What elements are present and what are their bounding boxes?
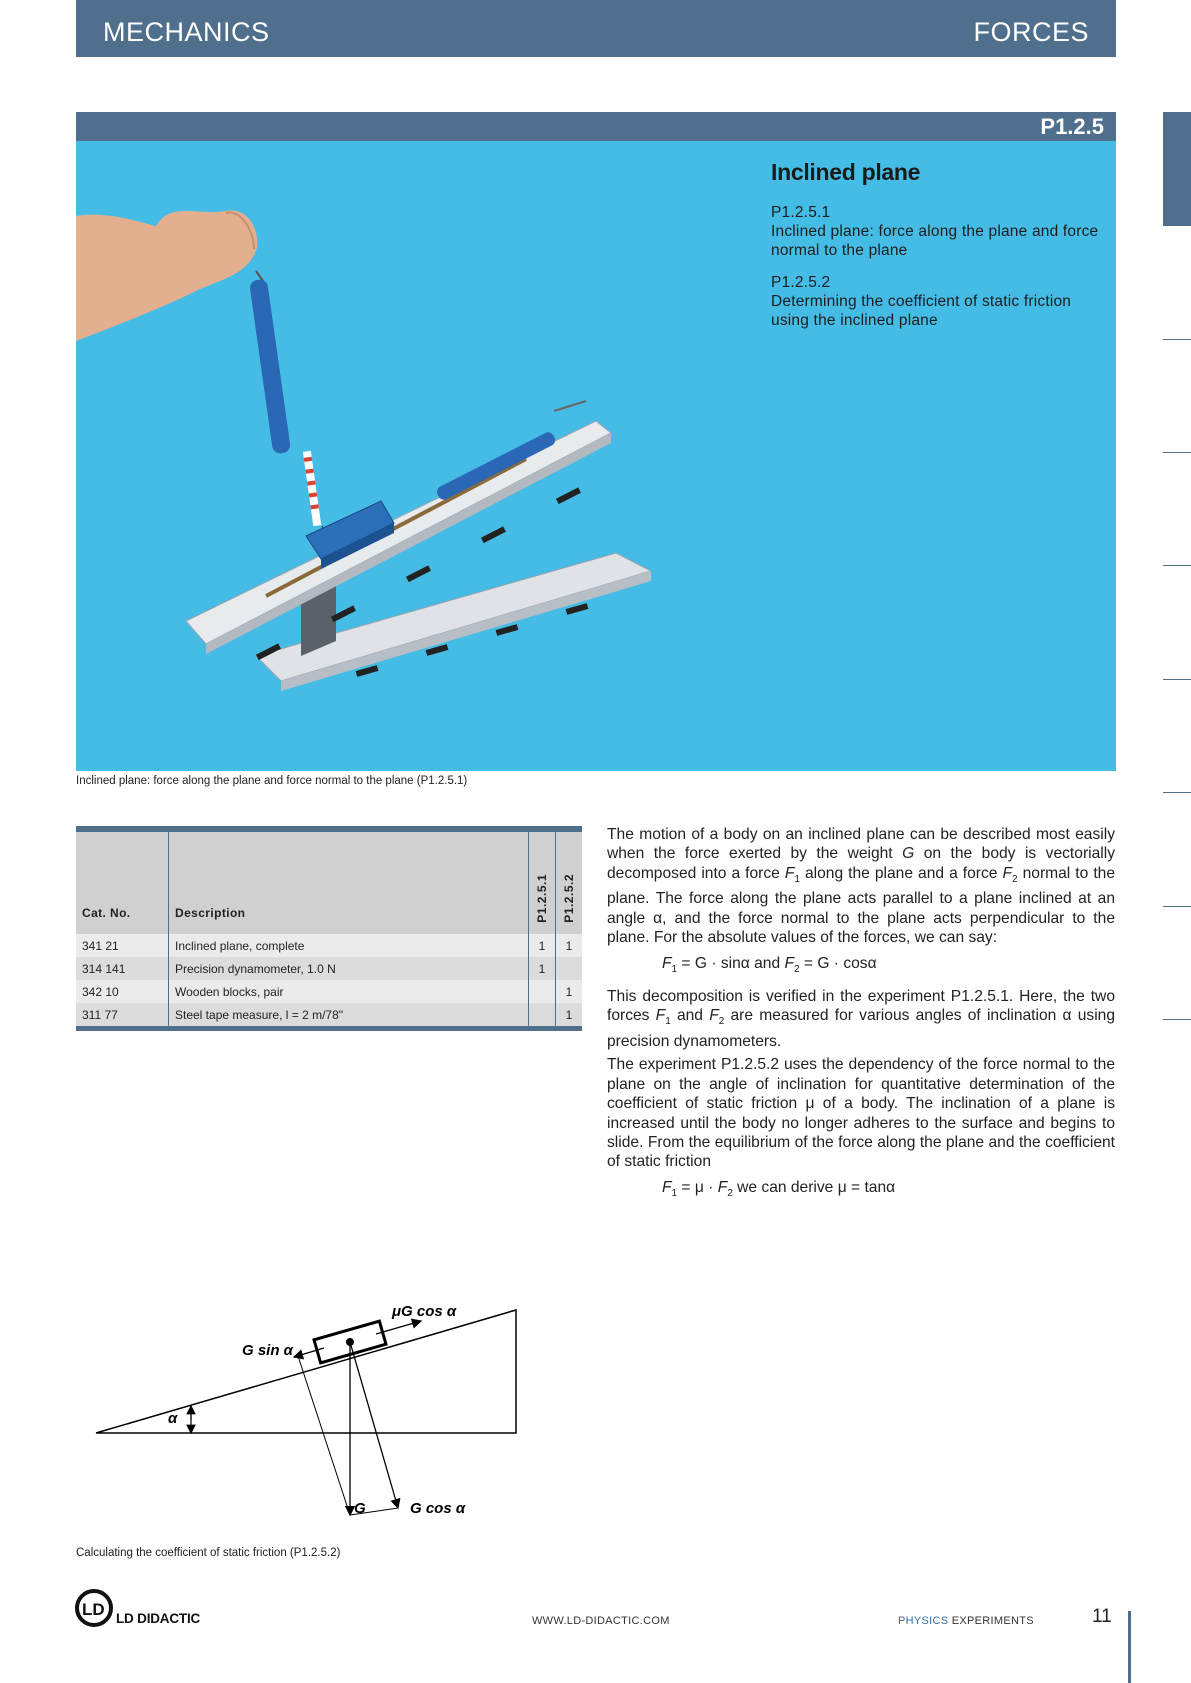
label-g-cos: G cos α [410, 1500, 466, 1517]
incline-triangle [96, 1310, 516, 1433]
force-diagram [76, 1290, 536, 1550]
cat-no: 314 141 [76, 957, 169, 980]
experiment-code: P1.2.5.1 [771, 204, 831, 221]
gcos-arrow [350, 1342, 398, 1508]
table-row [76, 1003, 582, 1026]
brand-name: LD DIDACTIC [116, 1611, 201, 1626]
description: Precision dynamometer, 1.0 N [169, 957, 529, 980]
table-row [76, 980, 582, 1003]
section-bar [76, 112, 1116, 141]
paragraph-1: The motion of a body on an inclined plane can be described most easily when the force exerted by the weight G on the body is vectorially decomposed into a force $F_1$ along the plane and a force $F_2$ normal to the plane. The force along the plane acts parallel to a plane inclined at an angle α, and the force normal to the plane acts perpendicular to the plane. For the absolute values of the forces, we can say: [607, 826, 1115, 947]
equipment-table [76, 826, 582, 1031]
header-description: Description [169, 832, 529, 934]
experiment-code: P1.2.5.2 [771, 274, 831, 291]
qty-exp-2: 1 [556, 1003, 583, 1026]
thumb-rule [1163, 339, 1191, 340]
description: Wooden blocks, pair [169, 980, 529, 1003]
description: Steel tape measure, l = 2 m/78" [169, 1003, 529, 1026]
thumb-rule [1163, 906, 1191, 907]
label-g: G [354, 1500, 366, 1517]
experiment-title: Inclined plane: force along the plane and force normal to the plane [771, 223, 1099, 259]
thumb-tab-active [1163, 112, 1191, 226]
header-exp-1: P1.2.5.1 [529, 832, 556, 934]
ld-logo-icon [74, 1588, 118, 1628]
table-bottom-bar [76, 1026, 582, 1031]
footer-url[interactable]: WWW.LD-DIDACTIC.COM [532, 1615, 670, 1627]
qty-exp-2: 1 [556, 980, 583, 1003]
page-header [76, 0, 1116, 57]
label-mu-g-cos: μG cos α [392, 1303, 457, 1320]
section-code: P1.2.5 [1040, 114, 1104, 139]
experiment-item [771, 203, 1101, 260]
header-exp-2: P1.2.5.2 [556, 832, 583, 934]
table-row [76, 957, 582, 980]
paragraph-2: This decomposition is verified in the experiment P1.2.5.1. Here, the two forces $F_1$ and $F_2$ are measured for various angles of inclination α using precision dynamometers. [607, 988, 1116, 1050]
qty-exp-2: 1 [556, 934, 583, 957]
photo-panel [76, 141, 1116, 771]
logo-mark: LD [82, 1600, 105, 1619]
thumb-rule [1163, 679, 1191, 680]
experiment-item [771, 273, 1101, 330]
thumb-rule [1163, 1019, 1191, 1020]
formula-2: $F_1 = \mu \cdot F_2$ we can derive μ = tanα [662, 1178, 896, 1199]
formula-1: $F_1 = G \cdot \sin\alpha$ and $F_2 = G \cdot \cos\alpha$ [662, 954, 877, 975]
thumb-rule [1163, 452, 1191, 453]
qty-exp-1: 1 [529, 957, 556, 980]
paragraph-3: The experiment P1.2.5.2 uses the dependency of the force normal to the plane on the angle of inclination for quantitative determination of the coefficient of static friction μ of a body. The inclination of a plane is increased until the body no longer adheres to the surface and begins to slide. From the equilibrium of the force along the plane and the coefficient of static friction [607, 1056, 1115, 1171]
section-title: Inclined plane [771, 159, 921, 185]
table-header-row [76, 832, 582, 934]
body-text [607, 825, 1115, 1211]
header-cat-no: Cat. No. [76, 832, 169, 934]
experiment-title: Determining the coefficient of static friction using the inclined plane [771, 293, 1072, 329]
thumb-rule [1163, 792, 1191, 793]
topic-title: FORCES [973, 17, 1089, 47]
label-g-sin: G sin α [242, 1342, 293, 1359]
diagram-caption: Calculating the coefficient of static friction (P1.2.5.2) [76, 1547, 341, 1559]
footer-category: PHYSICS EXPERIMENTS [898, 1615, 1034, 1627]
cat-no: 341 21 [76, 934, 169, 957]
photo-caption: Inclined plane: force along the plane and force normal to the plane (P1.2.5.1) [76, 775, 468, 787]
description: Inclined plane, complete [169, 934, 529, 957]
label-alpha: α [168, 1410, 178, 1427]
cat-no: 342 10 [76, 980, 169, 1003]
qty-exp-2 [556, 957, 583, 980]
table-row [76, 934, 582, 957]
page-number: 11 [1092, 1606, 1112, 1627]
qty-exp-1: 1 [529, 934, 556, 957]
qty-exp-1 [529, 1003, 556, 1026]
page-rule [1128, 1611, 1131, 1683]
chapter-title: MECHANICS [103, 17, 270, 47]
qty-exp-1 [529, 980, 556, 1003]
thumb-rule [1163, 565, 1191, 566]
cat-no: 311 77 [76, 1003, 169, 1026]
